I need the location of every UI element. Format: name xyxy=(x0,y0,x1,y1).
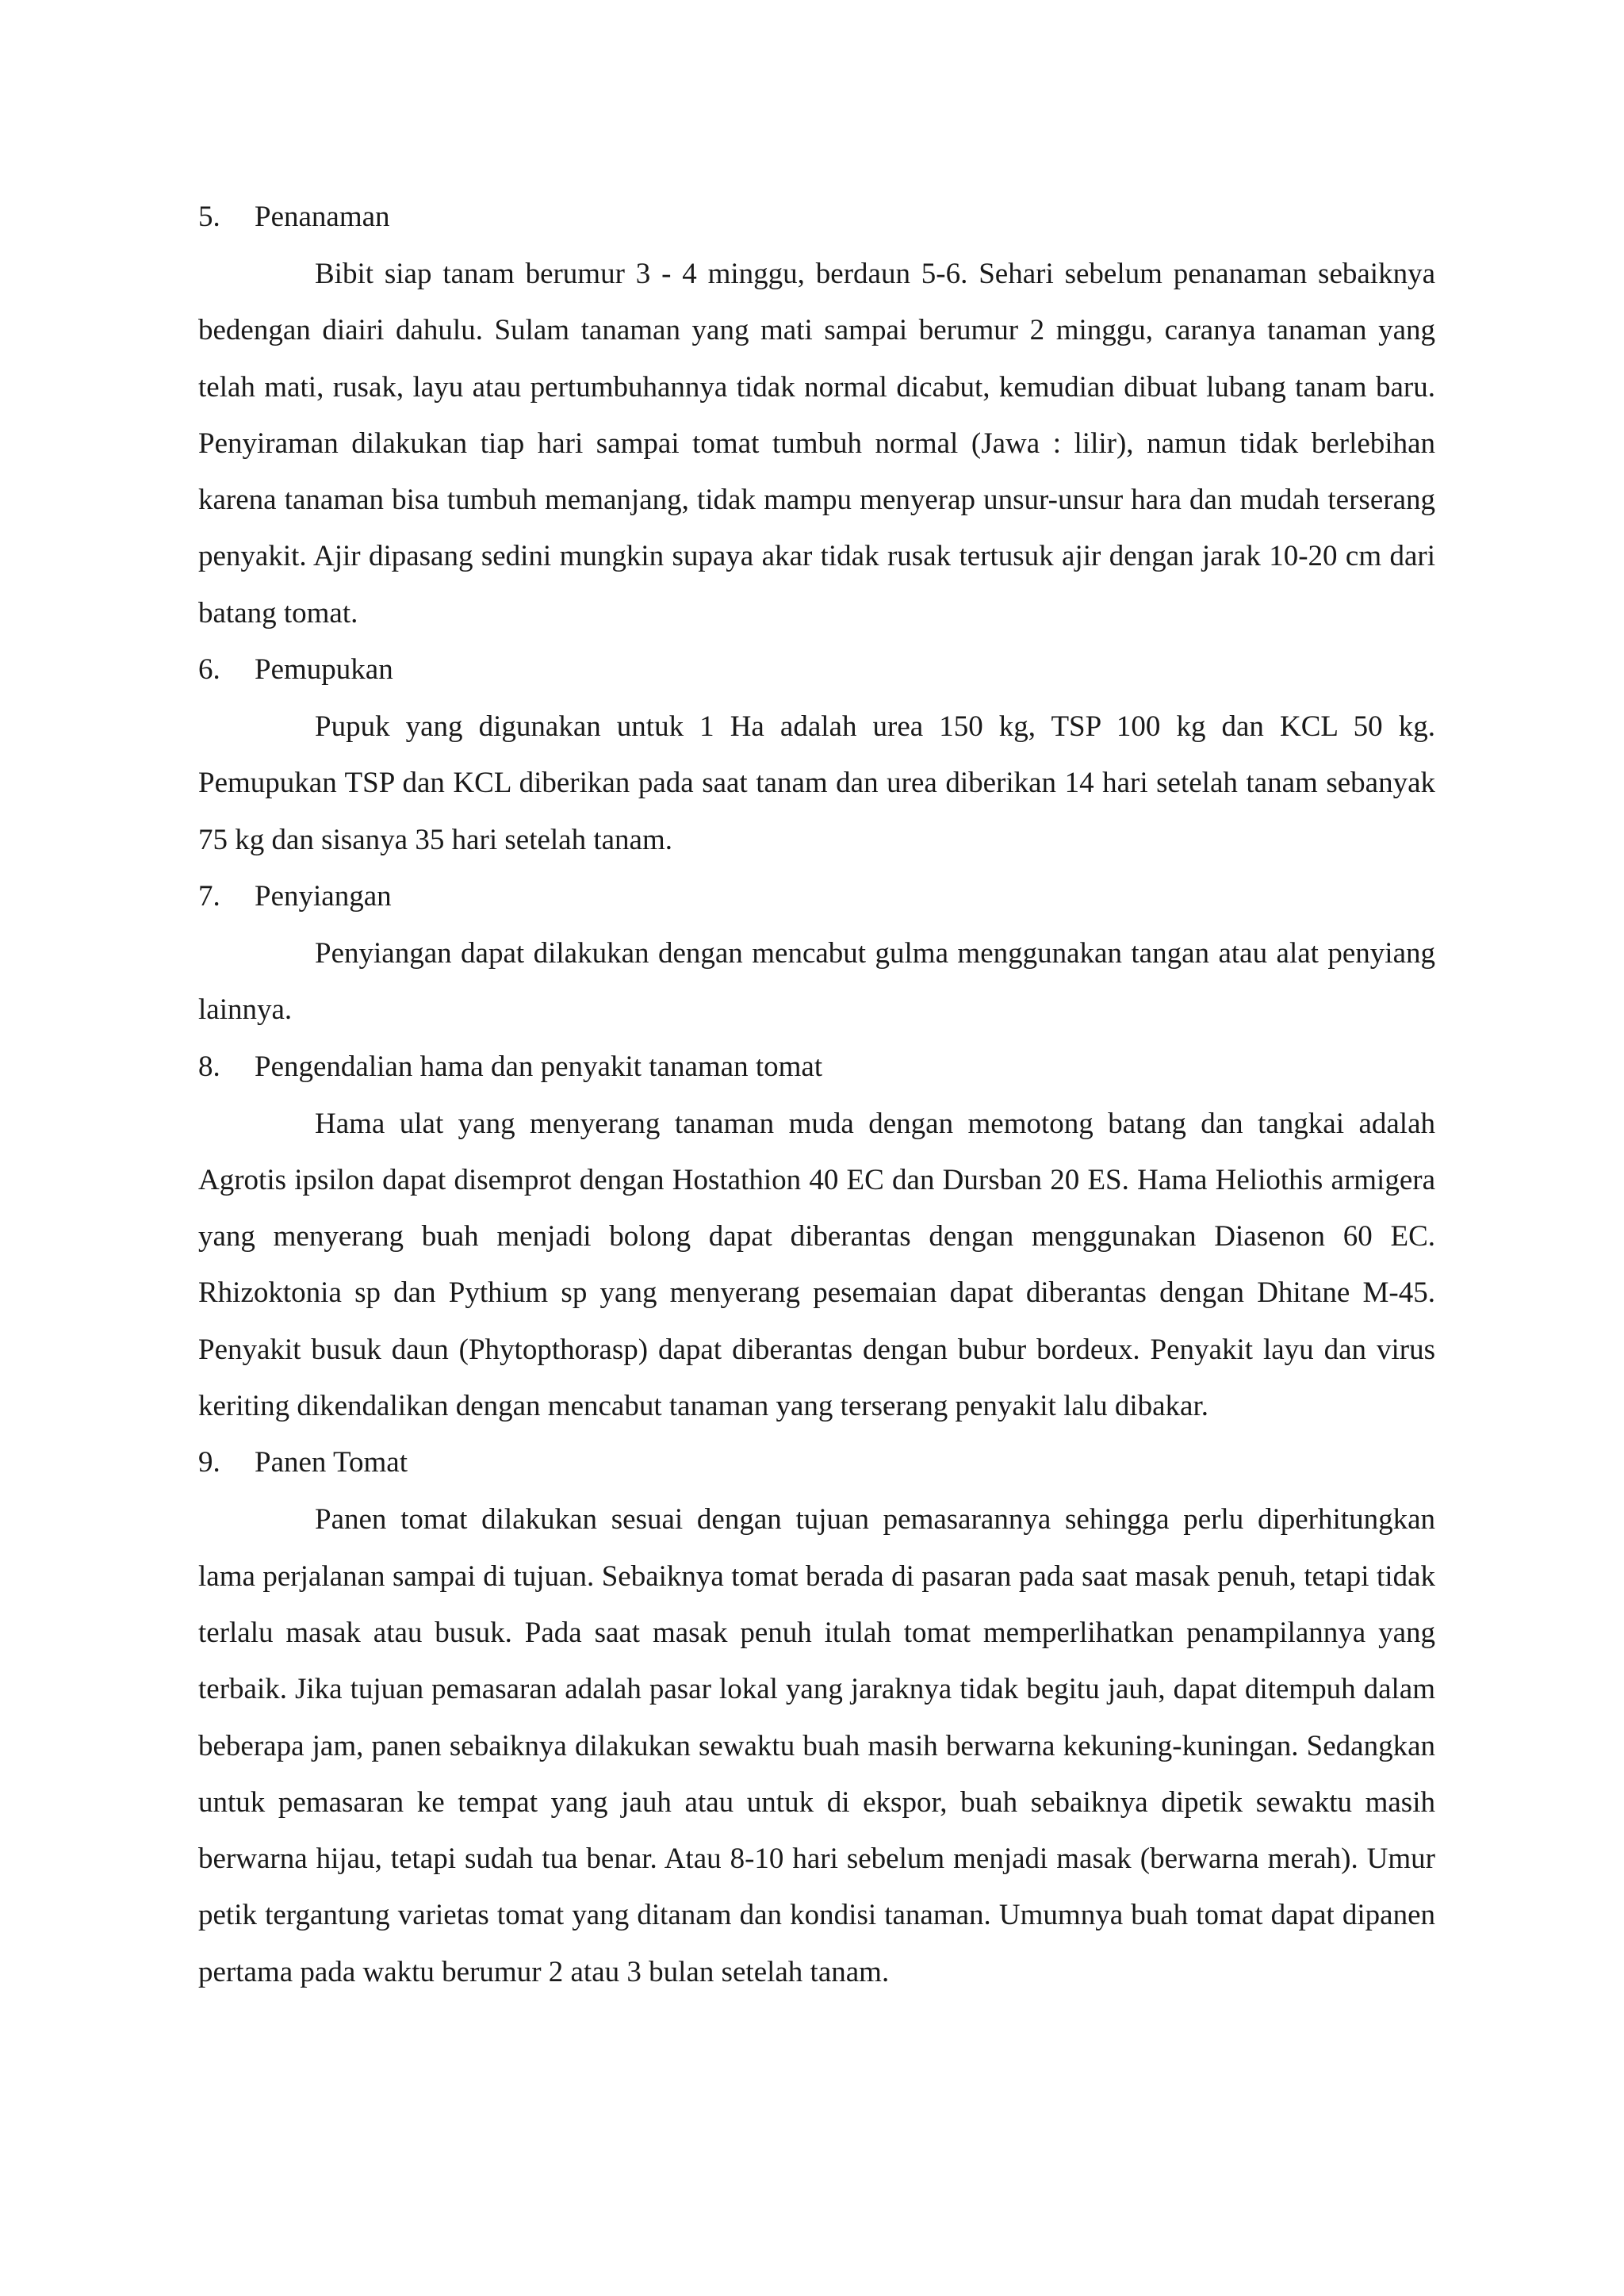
section-heading xyxy=(198,189,1435,246)
section-title: Pengendalian hama dan penyakit tanaman tomat xyxy=(255,1050,823,1083)
section-penanaman xyxy=(198,189,1435,641)
section-title: Panen Tomat xyxy=(255,1446,408,1479)
section-penyiangan xyxy=(198,868,1435,1039)
section-title: Pemupukan xyxy=(255,653,393,687)
section-number: 8. xyxy=(198,1050,220,1083)
section-heading xyxy=(198,1039,1435,1096)
section-pemupukan xyxy=(198,641,1435,868)
document-body xyxy=(198,189,1435,2000)
section-number: 9. xyxy=(198,1446,220,1479)
section-paragraph: Penyiangan dapat dilakukan dengan mencabut gulma menggunakan tangan atau alat penyiang lainnya. xyxy=(198,936,1435,1027)
section-panen-tomat xyxy=(198,1434,1435,2000)
section-number: 7. xyxy=(198,879,220,913)
section-number: 5. xyxy=(198,201,220,233)
section-title: Penanaman xyxy=(255,201,390,233)
section-title: Penyiangan xyxy=(255,879,392,913)
section-heading xyxy=(198,868,1435,925)
section-paragraph: Panen tomat dilakukan sesuai dengan tujuan pemasarannya sehingga perlu diperhitungkan lama perjalanan sampai di tujuan. Sebaiknya tomat berada di pasaran pada saat masak penuh, tetapi tidak terlalu masak atau busuk. Pada saat masak penuh itulah tomat memperlihatkan penampilannya yang terbaik. Jika tujuan pemasaran adalah pasar lokal yang jaraknya tidak begitu jauh, dapat ditempuh dalam beberapa jam, panen sebaiknya dilakukan sewaktu buah masih berwarna kekuning-kuningan. Sedangkan untuk pemasaran ke tempat yang jauh atau untuk di ekspor, buah sebaiknya dipetik sewaktu masih berwarna hijau, tetapi sudah tua benar. Atau 8-10 hari sebelum menjadi masak (berwarna merah). Umur petik tergantung varietas tomat yang ditanam dan kondisi tanaman. Umumnya buah tomat dapat dipanen pertama pada waktu berumur 2 atau 3 bulan setelah tanam. xyxy=(198,1503,1435,1988)
section-paragraph: Bibit siap tanam berumur 3 - 4 minggu, berdaun 5-6. Sehari sebelum penanaman sebaiknya bedengan diairi dahulu. Sulam tanaman yang mati sampai berumur 2 minggu, caranya tanaman yang telah mati, rusak, layu atau pertumbuhannya tidak normal dicabut, kemudian dibuat lubang tanam baru. Penyiraman dilakukan tiap hari sampai tomat tumbuh normal (Jawa : lilir), namun tidak berlebihan karena tanaman bisa tumbuh memanjang, tidak mampu menyerap unsur-unsur hara dan mudah terserang penyakit. Ajir dipasang sedini mungkin supaya akar tidak rusak tertusuk ajir dengan jarak 10-20 cm dari batang tomat. xyxy=(198,258,1435,629)
section-heading xyxy=(198,1434,1435,1491)
section-heading xyxy=(198,641,1435,698)
section-paragraph: Hama ulat yang menyerang tanaman muda dengan memotong batang dan tangkai adalah Agrotis ipsilon dapat disemprot dengan Hostathion 40 EC dan Dursban 20 ES. Hama Heliothis armigera yang menyerang buah menjadi bolong dapat diberantas dengan menggunakan Diasenon 60 EC. Rhizoktonia sp dan Pythium sp yang menyerang pesemaian dapat diberantas dengan Dhitane M-45. Penyakit busuk daun (Phytopthorasp) dapat diberantas dengan bubur bordeux. Penyakit layu dan virus keriting dikendalikan dengan mencabut tanaman yang terserang penyakit lalu dibakar. xyxy=(198,1107,1435,1423)
section-number: 6. xyxy=(198,653,220,687)
section-pengendalian-hama xyxy=(198,1039,1435,1435)
section-paragraph: Pupuk yang digunakan untuk 1 Ha adalah urea 150 kg, TSP 100 kg dan KCL 50 kg. Pemupukan TSP dan KCL diberikan pada saat tanam dan urea diberikan 14 hari setelah tanam sebanyak 75 kg dan sisanya 35 hari setelah tanam. xyxy=(198,710,1435,856)
